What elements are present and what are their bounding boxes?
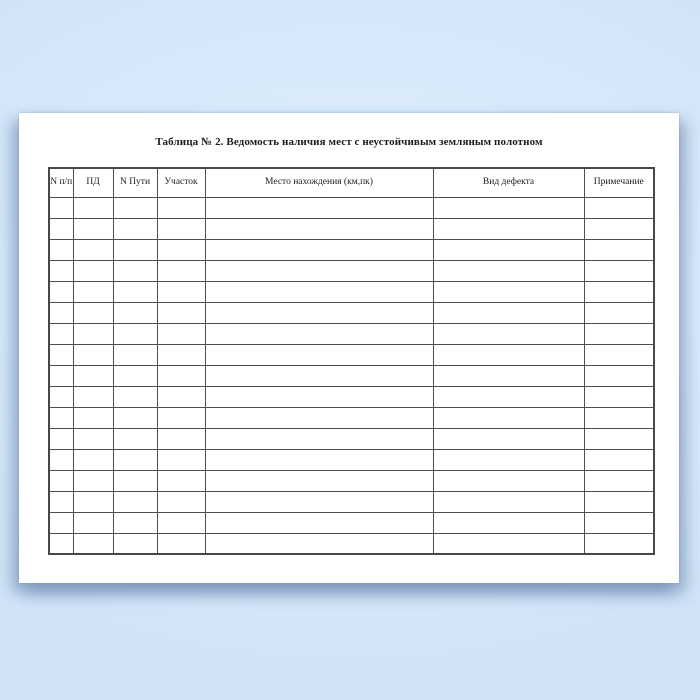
table-cell <box>205 428 433 449</box>
table-cell <box>584 386 654 407</box>
table-cell <box>157 260 205 281</box>
table-cell <box>73 281 113 302</box>
table-cell <box>113 386 157 407</box>
table-row <box>49 260 654 281</box>
table-cell <box>113 323 157 344</box>
table-cell <box>584 428 654 449</box>
table-cell <box>49 407 73 428</box>
table-row <box>49 449 654 470</box>
table-cell <box>113 281 157 302</box>
table-body <box>49 197 654 554</box>
table-cell <box>49 449 73 470</box>
table-cell <box>73 428 113 449</box>
table-cell <box>205 197 433 218</box>
column-header-6: Примечание <box>584 168 654 197</box>
column-header-5: Вид дефекта <box>433 168 584 197</box>
table-cell <box>584 281 654 302</box>
table-cell <box>433 386 584 407</box>
table-cell <box>73 386 113 407</box>
table-cell <box>205 323 433 344</box>
table-header <box>49 168 654 197</box>
table-cell <box>73 218 113 239</box>
table-cell <box>113 491 157 512</box>
table-cell <box>433 260 584 281</box>
table-cell <box>157 428 205 449</box>
table-cell <box>73 470 113 491</box>
table-cell <box>584 239 654 260</box>
table-cell <box>113 512 157 533</box>
table-cell <box>73 365 113 386</box>
table-cell <box>433 512 584 533</box>
table-cell <box>433 218 584 239</box>
table-row <box>49 281 654 302</box>
table-cell <box>205 260 433 281</box>
table-cell <box>433 281 584 302</box>
table-cell <box>73 533 113 554</box>
table-cell <box>73 323 113 344</box>
table-cell <box>157 365 205 386</box>
table-cell <box>157 197 205 218</box>
table-cell <box>157 512 205 533</box>
table-cell <box>205 533 433 554</box>
table-cell <box>205 470 433 491</box>
table-row <box>49 470 654 491</box>
table-cell <box>584 323 654 344</box>
table-cell <box>433 365 584 386</box>
table-cell <box>73 512 113 533</box>
table-cell <box>433 323 584 344</box>
table-cell <box>73 239 113 260</box>
column-header-2: N Пути <box>113 168 157 197</box>
table-row <box>49 365 654 386</box>
table-row <box>49 239 654 260</box>
table-cell <box>584 302 654 323</box>
table-cell <box>49 470 73 491</box>
table-cell <box>433 239 584 260</box>
table-cell <box>433 302 584 323</box>
table-row <box>49 218 654 239</box>
table-cell <box>205 281 433 302</box>
table-cell <box>113 197 157 218</box>
table-cell <box>49 365 73 386</box>
table-cell <box>49 323 73 344</box>
table-cell <box>73 491 113 512</box>
table-cell <box>205 365 433 386</box>
table-row <box>49 197 654 218</box>
table-cell <box>49 218 73 239</box>
table-cell <box>49 386 73 407</box>
table-cell <box>113 239 157 260</box>
table-row <box>49 302 654 323</box>
table-cell <box>433 344 584 365</box>
table-cell <box>205 239 433 260</box>
table-cell <box>49 512 73 533</box>
table-cell <box>205 449 433 470</box>
table-cell <box>157 407 205 428</box>
table-row <box>49 344 654 365</box>
column-header-1: ПД <box>73 168 113 197</box>
defect-register-table <box>48 167 655 555</box>
table-cell <box>205 491 433 512</box>
table-cell <box>113 302 157 323</box>
table-cell <box>73 449 113 470</box>
table-cell <box>584 218 654 239</box>
table-cell <box>113 449 157 470</box>
header-row <box>49 168 654 197</box>
table-cell <box>157 281 205 302</box>
table-cell <box>157 449 205 470</box>
table-cell <box>205 344 433 365</box>
table-cell <box>584 491 654 512</box>
table-cell <box>584 533 654 554</box>
table-cell <box>157 344 205 365</box>
table-row <box>49 386 654 407</box>
table-cell <box>73 302 113 323</box>
table-cell <box>584 449 654 470</box>
table-row <box>49 491 654 512</box>
table-cell <box>433 197 584 218</box>
table-cell <box>584 470 654 491</box>
table-cell <box>49 491 73 512</box>
table-cell <box>49 533 73 554</box>
table-row <box>49 533 654 554</box>
table-cell <box>584 407 654 428</box>
table-cell <box>73 344 113 365</box>
table-cell <box>157 323 205 344</box>
table-cell <box>49 260 73 281</box>
table-cell <box>433 407 584 428</box>
table-row <box>49 428 654 449</box>
table-cell <box>73 197 113 218</box>
table-cell <box>113 365 157 386</box>
table-cell <box>433 428 584 449</box>
table-cell <box>49 197 73 218</box>
column-header-3: Участок <box>157 168 205 197</box>
table-cell <box>205 386 433 407</box>
table-row <box>49 512 654 533</box>
table-cell <box>584 260 654 281</box>
table-cell <box>433 533 584 554</box>
table-cell <box>49 344 73 365</box>
table-cell <box>584 197 654 218</box>
column-header-4: Место нахождения (км,пк) <box>205 168 433 197</box>
table-cell <box>157 239 205 260</box>
table-cell <box>49 239 73 260</box>
table-cell <box>113 260 157 281</box>
table-cell <box>157 302 205 323</box>
table-cell <box>157 533 205 554</box>
table-cell <box>113 470 157 491</box>
table-cell <box>205 218 433 239</box>
table-cell <box>433 470 584 491</box>
table-cell <box>113 344 157 365</box>
table-cell <box>584 365 654 386</box>
table-row <box>49 323 654 344</box>
document-page <box>19 113 679 583</box>
table-cell <box>433 491 584 512</box>
table-cell <box>205 302 433 323</box>
table-cell <box>49 428 73 449</box>
table-cell <box>113 407 157 428</box>
table-cell <box>157 470 205 491</box>
table-cell <box>205 512 433 533</box>
table-cell <box>49 302 73 323</box>
table-cell <box>433 449 584 470</box>
table-cell <box>205 407 433 428</box>
table-cell <box>157 491 205 512</box>
table-row <box>49 407 654 428</box>
table-cell <box>73 407 113 428</box>
table-cell <box>157 386 205 407</box>
table-cell <box>157 218 205 239</box>
table-cell <box>113 428 157 449</box>
table-cell <box>584 512 654 533</box>
table-cell <box>584 344 654 365</box>
table-cell <box>113 533 157 554</box>
table-cell <box>113 218 157 239</box>
table-cell <box>73 260 113 281</box>
table-cell <box>49 281 73 302</box>
table-title: Таблица № 2. Ведомость наличия мест с неустойчивым земляным полотном <box>155 136 543 148</box>
column-header-0: N п/п <box>49 168 73 197</box>
